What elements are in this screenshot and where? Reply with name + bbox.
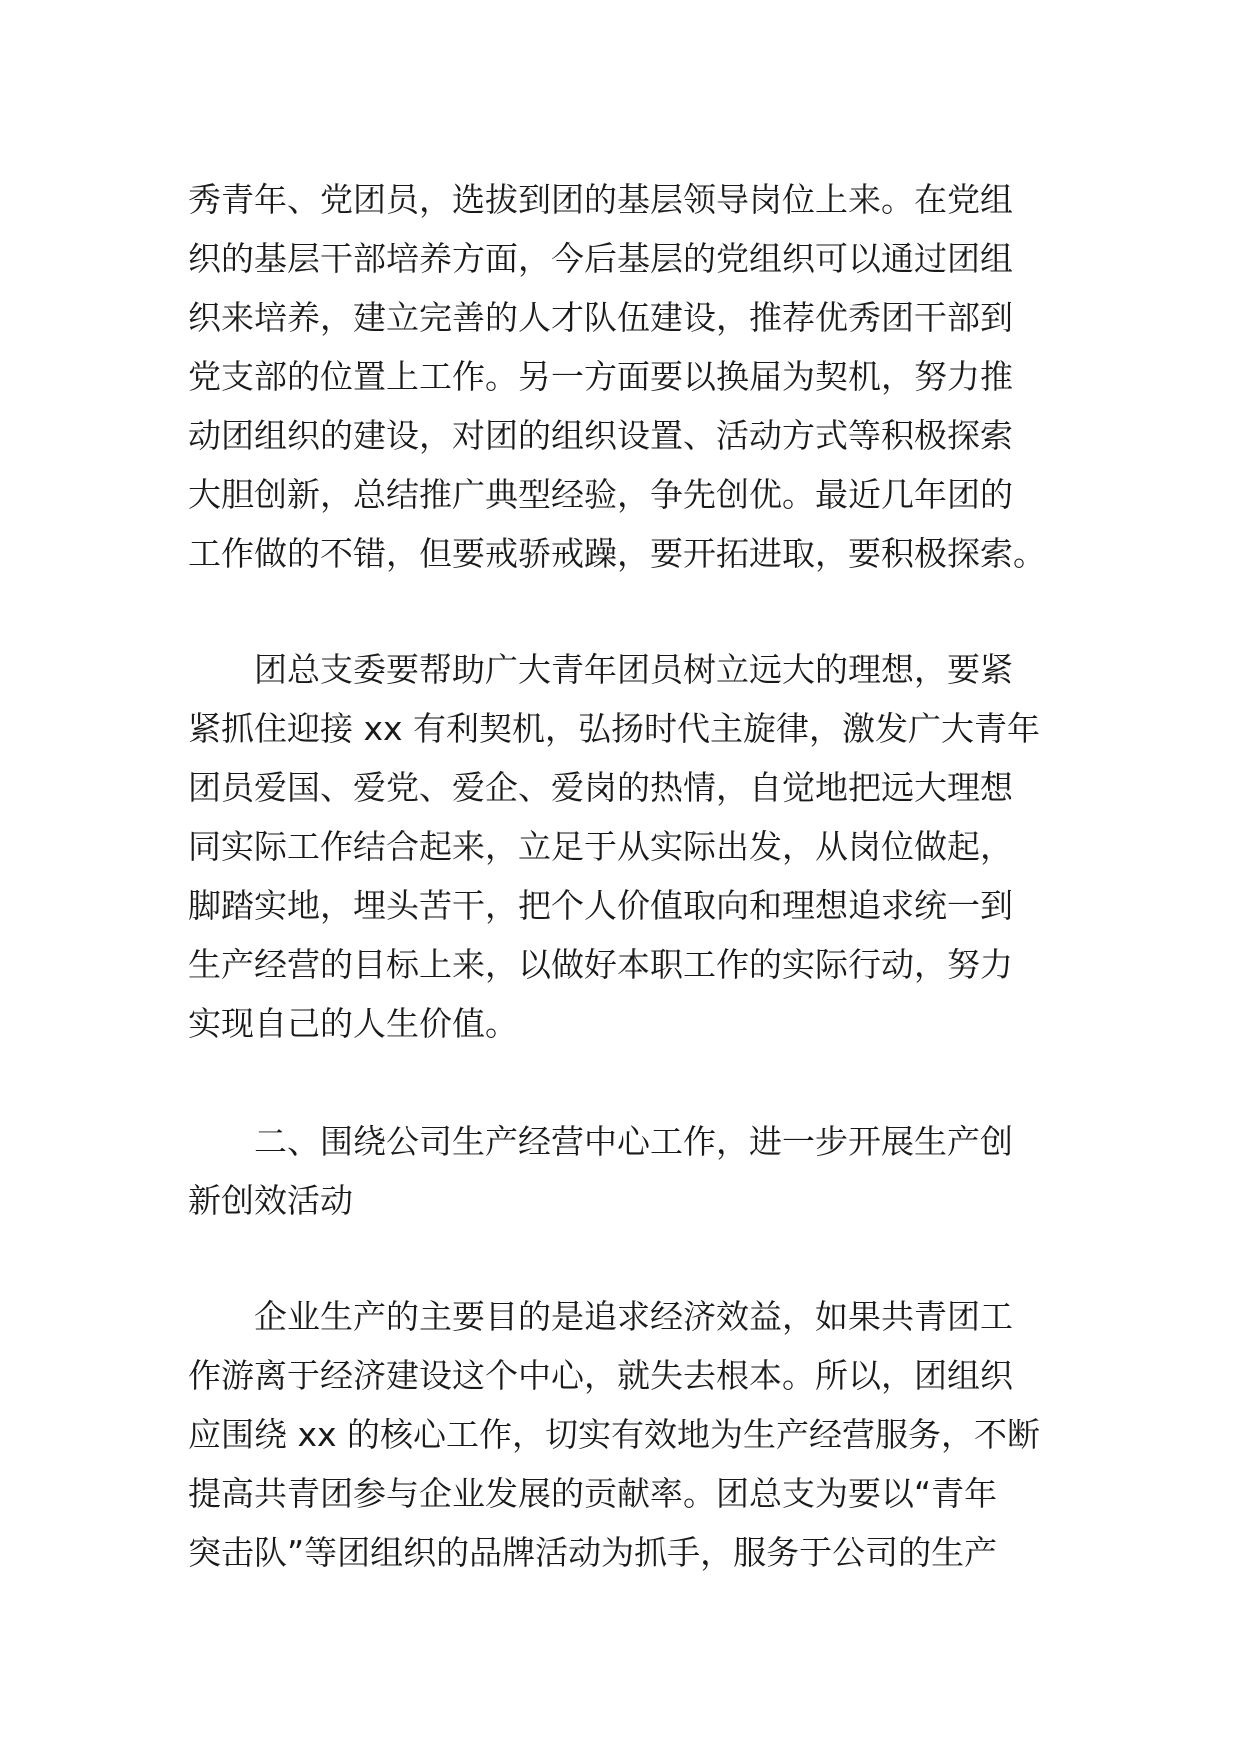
paragraph-economic-benefit: 企业生产的主要目的是追求经济效益，如果共青团工 作游离于经济建设这个中心，就失去根本。所以，团组织 应围绕 xx 的核心工作，切实有效地为生产经营服务，不断 提高共青团参与企业发展的贡献率。团总支为要以“青年 突击队”等团组织的品牌活动为抓手，服务于公司的生产 xyxy=(188,1297,1041,1572)
paragraph-cadre-training: 秀青年、党团员，选拔到团的基层领导岗位上来。在党组 织的基层干部培养方面，今后基层的党组织可以通过团组 织来培养，建立完善的人才队伍建设，推荐优秀团干部到 党支部的位置上工作。另一方面要以换届为契机，努力推 动团组织的建设，对团的组织设置、活动方式等积极探索 大胆创新，总结推广典型经验，争先创优。最近几年团的 工作做的不错，但要戒骄戒躁，要开拓进取，要积极探索。 xyxy=(188,180,1046,573)
paragraph-youth-ideals: 团总支委要帮助广大青年团员树立远大的理想，要紧 紧抓住迎接 xx 有利契机，弘扬时代主旋律，激发广大青年 团员爱国、爱党、爱企、爱岗的热情，自觉地把远大理想 同实际工作结合起来，立足于从实际出发，从岗位做起， 脚踏实地，埋头苦干，把个人价值取向和理想追求统一到 生产经营的目标上来，以做好本职工作的实际行动，努力 实现自己的人生价值。 xyxy=(188,650,1041,1043)
section-heading-production-innovation: 二、围绕公司生产经营中心工作，进一步开展生产创 新创效活动 xyxy=(188,1122,1013,1220)
